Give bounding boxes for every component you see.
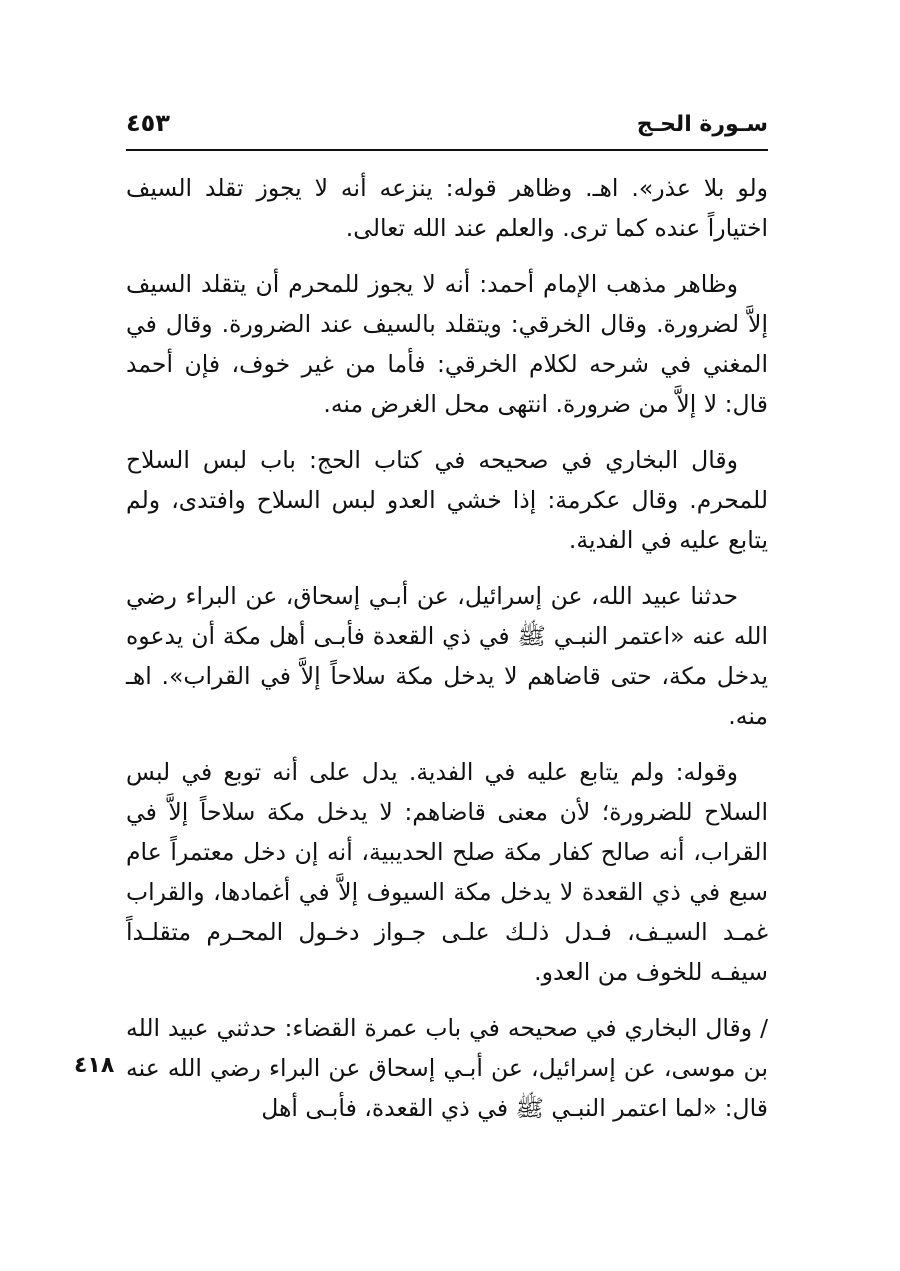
paragraph-1: ولو بلا عذر». اهـ. وظاهر قوله: ينزعه أنه لا يجوز تقلد السيف اختياراً عنده كما ترى. والعلم عند الله تعالى. (126, 174, 768, 242)
paragraph-4: حدثنا عبيد الله، عن إسرائيل، عن أبـي إسحاق، عن البراء رضي الله عنه «اعتمر النبـي ﷺ في ذي القعدة فأبـى أهل مكة أن يدعوه يدخل مكة، حتى قاضاهم لا يدخل مكة سلاحاً إلاَّ في القراب». اهـ منه. (126, 582, 768, 730)
margin-page-reference: ٤١٨ (74, 1053, 115, 1078)
main-text (126, 168, 768, 1144)
paragraph-2: وظاهر مذهب الإمام أحمد: أنه لا يجوز للمحرم أن يتقلد السيف إلاَّ لضرورة. وقال الخرقي: ويتقلد بالسيف عند الضرورة. وقال في المغني في شرحه لكلام الخرقي: فأما من غير خوف، فإن أحمد قال: لا إلاَّ من ضرورة. انتهى محل الغرض منه. (126, 270, 768, 418)
paragraph-5: وقوله: ولم يتابع عليه في الفدية. يدل على أنه توبع في لبس السلاح للضرورة؛ لأن معنى قاضاهم: لا يدخل مكة سلاحاً إلاَّ في القراب، أنه صالح كفار مكة صلح الحديبية، أنه إن دخل معتمراً عام سبع في ذي القعدة لا يدخل مكة السيوف إلاَّ في أغمادها، والقراب غمـد السيـف، فـدل ذلـك علـى جـواز دخـول المحـرم متقلـداً سيفـه للخوف من العدو. (126, 758, 768, 986)
header-rule (126, 149, 768, 151)
running-header (126, 104, 768, 148)
page-number: ٤٥٣ (126, 109, 170, 137)
surah-title: سـورة الحـج (636, 112, 768, 137)
paragraph-3: وقال البخاري في صحيحه في كتاب الحج: باب لبس السلاح للمحرم. وقال عكرمة: إذا خشي العدو لبس السلاح وافتدى، ولم يتابع عليه في الفدية. (126, 446, 768, 554)
paragraph-6: / وقال البخاري في صحيحه في باب عمرة القضاء: حدثني عبيد الله بن موسى، عن إسرائيل، عن أبـي إسحاق عن البراء رضي الله عنه قال: «لما اعتمر النبـي ﷺ في ذي القعدة، فأبـى أهل (126, 1014, 768, 1122)
